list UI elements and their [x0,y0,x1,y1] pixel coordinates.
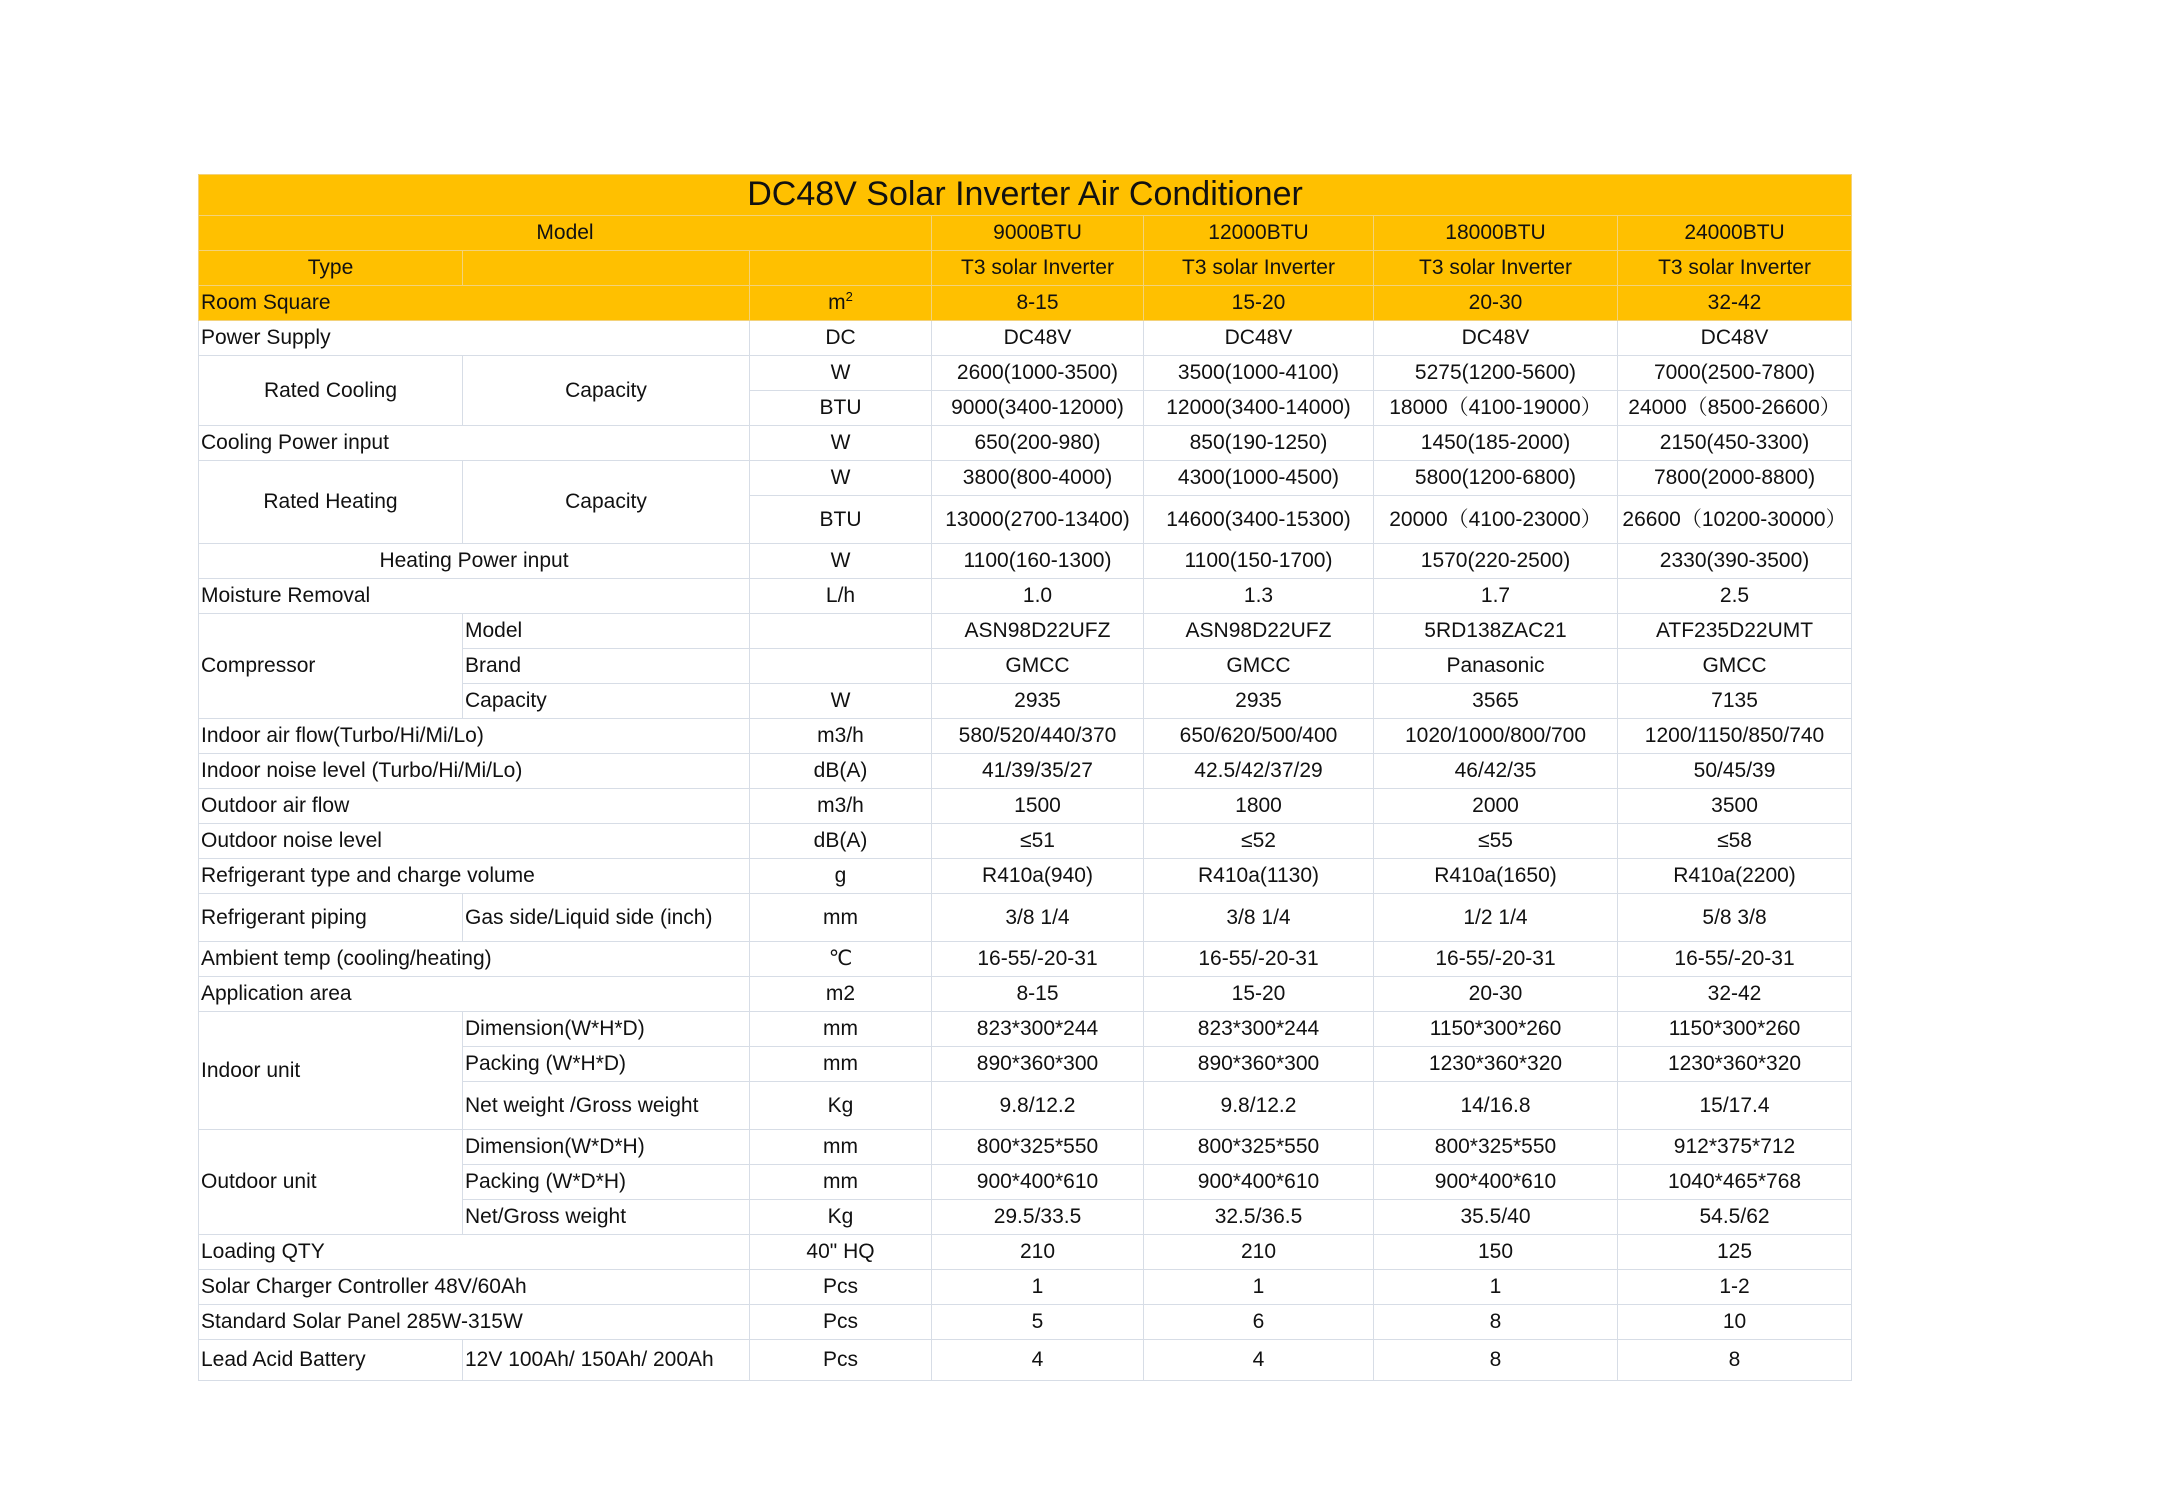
value-cell: 2600(1000-3500) [932,356,1144,391]
type-cell: T3 solar Inverter [1144,251,1374,286]
rated-heating-w-row [199,461,1852,496]
title-row [199,175,1852,216]
type-cell: T3 solar Inverter [1618,251,1852,286]
model-label: Model [199,216,932,251]
row-label: Compressor [199,614,463,719]
value-cell: 16-55/-20-31 [1374,942,1618,977]
value-cell: 1100(160-1300) [932,544,1144,579]
row-label: Standard Solar Panel 285W-315W [199,1305,750,1340]
value-cell: 5275(1200-5600) [1374,356,1618,391]
loading-row [199,1235,1852,1270]
piping-row [199,894,1852,942]
value-cell: 9.8/12.2 [1144,1082,1374,1130]
value-cell: GMCC [1618,649,1852,684]
value-cell: 1020/1000/800/700 [1374,719,1618,754]
value-cell: R410a(1130) [1144,859,1374,894]
value-cell: 2330(390-3500) [1618,544,1852,579]
value-cell: 13000(2700-13400) [932,496,1144,544]
value-cell: 150 [1374,1235,1618,1270]
value-cell: 5800(1200-6800) [1374,461,1618,496]
value-cell: 2000 [1374,789,1618,824]
unit-cell: W [750,461,932,496]
unit-cell: mm [750,1012,932,1047]
value-cell: 1 [1144,1270,1374,1305]
value-cell: 1570(220-2500) [1374,544,1618,579]
unit-cell: ℃ [750,942,932,977]
value-cell: 1 [932,1270,1144,1305]
unit-cell: Kg [750,1200,932,1235]
row-label: Outdoor unit [199,1130,463,1235]
row-sublabel: Packing (W*H*D) [463,1047,750,1082]
row-label: Power Supply [199,321,750,356]
value-cell: 823*300*244 [1144,1012,1374,1047]
panel-row [199,1305,1852,1340]
unit-cell: DC [750,321,932,356]
ambient-row [199,942,1852,977]
rated-cooling-w-row [199,356,1852,391]
value-cell: 32.5/36.5 [1144,1200,1374,1235]
row-label: Outdoor air flow [199,789,750,824]
value-cell: 890*360*300 [932,1047,1144,1082]
charger-row [199,1270,1852,1305]
power-supply-row [199,321,1852,356]
refrigerant-row [199,859,1852,894]
value-cell: 650(200-980) [932,426,1144,461]
heating-power-row [199,544,1852,579]
room-cell: 15-20 [1144,286,1374,321]
value-cell: 125 [1618,1235,1852,1270]
value-cell: 16-55/-20-31 [1144,942,1374,977]
value-cell: 1/2 1/4 [1374,894,1618,942]
value-cell: 8-15 [932,977,1144,1012]
value-cell: 4 [932,1340,1144,1381]
value-cell: 1230*360*320 [1618,1047,1852,1082]
value-cell: ≤55 [1374,824,1618,859]
unit-cell: dB(A) [750,824,932,859]
value-cell: DC48V [1144,321,1374,356]
cooling-power-row [199,426,1852,461]
unit-cell: m2 [750,977,932,1012]
model-cell: 18000BTU [1374,216,1618,251]
room-cell: 8-15 [932,286,1144,321]
value-cell: 2150(450-3300) [1618,426,1852,461]
value-cell: 800*325*550 [932,1130,1144,1165]
value-cell: 16-55/-20-31 [932,942,1144,977]
sheet-title: DC48V Solar Inverter Air Conditioner [199,175,1852,216]
indoor-noise-row [199,754,1852,789]
outdoor-dimension-row [199,1130,1852,1165]
value-cell: 4 [1144,1340,1374,1381]
value-cell: 2.5 [1618,579,1852,614]
value-cell: 3/8 1/4 [1144,894,1374,942]
value-cell: GMCC [932,649,1144,684]
value-cell: 41/39/35/27 [932,754,1144,789]
room-unit [750,286,932,321]
value-cell: 2935 [932,684,1144,719]
type-row [199,251,1852,286]
unit-cell: mm [750,894,932,942]
value-cell: 210 [1144,1235,1374,1270]
value-cell: 15/17.4 [1618,1082,1852,1130]
row-label: Cooling Power input [199,426,750,461]
row-label: Rated Heating [199,461,463,544]
unit-cell: g [750,859,932,894]
value-cell: DC48V [1618,321,1852,356]
unit-cell: W [750,426,932,461]
value-cell: 1 [1374,1270,1618,1305]
value-cell: DC48V [1374,321,1618,356]
row-sublabel: Packing (W*D*H) [463,1165,750,1200]
type-label: Type [199,251,463,286]
value-cell: 9000(3400-12000) [932,391,1144,426]
value-cell: 9.8/12.2 [932,1082,1144,1130]
value-cell: 900*400*610 [932,1165,1144,1200]
empty-cell [750,251,932,286]
value-cell: 14/16.8 [1374,1082,1618,1130]
value-cell: 10 [1618,1305,1852,1340]
room-cell: 32-42 [1618,286,1852,321]
value-cell: 8 [1618,1340,1852,1381]
value-cell: 1150*300*260 [1618,1012,1852,1047]
value-cell: 46/42/35 [1374,754,1618,789]
value-cell: 1150*300*260 [1374,1012,1618,1047]
unit-cell: dB(A) [750,754,932,789]
row-sublabel: Model [463,614,750,649]
indoor-dimension-row [199,1012,1852,1047]
value-cell: 1450(185-2000) [1374,426,1618,461]
unit-cell: Pcs [750,1305,932,1340]
value-cell: 20000（4100-23000） [1374,496,1618,544]
value-cell: 16-55/-20-31 [1618,942,1852,977]
row-label: Outdoor noise level [199,824,750,859]
value-cell: 1.0 [932,579,1144,614]
unit-cell: BTU [750,496,932,544]
value-cell: 12000(3400-14000) [1144,391,1374,426]
unit-cell: m3/h [750,719,932,754]
empty-cell [750,649,932,684]
value-cell: 800*325*550 [1374,1130,1618,1165]
value-cell: 15-20 [1144,977,1374,1012]
value-cell: 1800 [1144,789,1374,824]
model-cell: 12000BTU [1144,216,1374,251]
unit-cell: Pcs [750,1340,932,1381]
row-sublabel: Dimension(W*D*H) [463,1130,750,1165]
unit-cell: BTU [750,391,932,426]
spec-table [198,174,1852,1381]
value-cell: 42.5/42/37/29 [1144,754,1374,789]
row-sublabel: Brand [463,649,750,684]
value-cell: 18000（4100-19000） [1374,391,1618,426]
unit-cell: mm [750,1047,932,1082]
value-cell: 3500 [1618,789,1852,824]
row-label: Rated Cooling [199,356,463,426]
unit-cell: m3/h [750,789,932,824]
compressor-model-row [199,614,1852,649]
value-cell: 850(190-1250) [1144,426,1374,461]
value-cell: 823*300*244 [932,1012,1144,1047]
value-cell: 6 [1144,1305,1374,1340]
row-sublabel: Net/Gross weight [463,1200,750,1235]
value-cell: R410a(1650) [1374,859,1618,894]
value-cell: 912*375*712 [1618,1130,1852,1165]
type-cell: T3 solar Inverter [1374,251,1618,286]
value-cell: ≤51 [932,824,1144,859]
value-cell: 7135 [1618,684,1852,719]
value-cell: 32-42 [1618,977,1852,1012]
row-label: Loading QTY [199,1235,750,1270]
row-label: Application area [199,977,750,1012]
outdoor-airflow-row [199,789,1852,824]
value-cell: 50/45/39 [1618,754,1852,789]
value-cell: GMCC [1144,649,1374,684]
value-cell: 7800(2000-8800) [1618,461,1852,496]
room-label: Room Square [199,286,750,321]
row-sublabel: Net weight /Gross weight [463,1082,750,1130]
value-cell: 1200/1150/850/740 [1618,719,1852,754]
value-cell: 26600（10200-30000） [1618,496,1852,544]
value-cell: 1230*360*320 [1374,1047,1618,1082]
indoor-airflow-row [199,719,1852,754]
outdoor-noise-row [199,824,1852,859]
value-cell: Panasonic [1374,649,1618,684]
spec-sheet [198,174,1851,1381]
value-cell: 5 [932,1305,1144,1340]
value-cell: 1.7 [1374,579,1618,614]
row-label: Lead Acid Battery [199,1340,463,1381]
value-cell: 580/520/440/370 [932,719,1144,754]
value-cell: 890*360*300 [1144,1047,1374,1082]
value-cell: ATF235D22UMT [1618,614,1852,649]
unit-cell: mm [750,1130,932,1165]
row-sublabel: Capacity [463,461,750,544]
unit-cell: Pcs [750,1270,932,1305]
value-cell: 3/8 1/4 [932,894,1144,942]
unit-cell: W [750,356,932,391]
row-label: Refrigerant piping [199,894,463,942]
unit-cell: Kg [750,1082,932,1130]
battery-row [199,1340,1852,1381]
unit-cell: 40" HQ [750,1235,932,1270]
value-cell: 1-2 [1618,1270,1852,1305]
row-label: Moisture Removal [199,579,750,614]
type-cell: T3 solar Inverter [932,251,1144,286]
value-cell: 2935 [1144,684,1374,719]
value-cell: 800*325*550 [1144,1130,1374,1165]
model-cell: 24000BTU [1618,216,1852,251]
value-cell: 900*400*610 [1144,1165,1374,1200]
value-cell: 5RD138ZAC21 [1374,614,1618,649]
row-sublabel: 12V 100Ah/ 150Ah/ 200Ah [463,1340,750,1381]
row-label: Solar Charger Controller 48V/60Ah [199,1270,750,1305]
unit-cell: W [750,544,932,579]
room-cell: 20-30 [1374,286,1618,321]
row-label: Indoor air flow(Turbo/Hi/Mi/Lo) [199,719,750,754]
model-cell: 9000BTU [932,216,1144,251]
row-label: Indoor unit [199,1012,463,1130]
value-cell: 54.5/62 [1618,1200,1852,1235]
value-cell: ≤52 [1144,824,1374,859]
row-label: Indoor noise level (Turbo/Hi/Mi/Lo) [199,754,750,789]
value-cell: 3800(800-4000) [932,461,1144,496]
value-cell: 29.5/33.5 [932,1200,1144,1235]
value-cell: 8 [1374,1305,1618,1340]
room-unit-base: m [828,291,846,315]
row-label: Refrigerant type and charge volume [199,859,750,894]
empty-cell [463,251,750,286]
value-cell: 900*400*610 [1374,1165,1618,1200]
value-cell: ASN98D22UFZ [932,614,1144,649]
value-cell: 24000（8500-26600） [1618,391,1852,426]
value-cell: ASN98D22UFZ [1144,614,1374,649]
value-cell: 1040*465*768 [1618,1165,1852,1200]
model-row [199,216,1852,251]
value-cell: 650/620/500/400 [1144,719,1374,754]
empty-cell [750,614,932,649]
row-sublabel: Capacity [463,684,750,719]
row-label: Heating Power input [199,544,750,579]
value-cell: 20-30 [1374,977,1618,1012]
application-row [199,977,1852,1012]
unit-cell: mm [750,1165,932,1200]
value-cell: 1100(150-1700) [1144,544,1374,579]
value-cell: 1.3 [1144,579,1374,614]
value-cell: 210 [932,1235,1144,1270]
value-cell: 7000(2500-7800) [1618,356,1852,391]
value-cell: DC48V [932,321,1144,356]
row-sublabel: Capacity [463,356,750,426]
value-cell: 5/8 3/8 [1618,894,1852,942]
value-cell: 8 [1374,1340,1618,1381]
value-cell: 4300(1000-4500) [1144,461,1374,496]
value-cell: 35.5/40 [1374,1200,1618,1235]
row-sublabel: Gas side/Liquid side (inch) [463,894,750,942]
unit-cell: L/h [750,579,932,614]
value-cell: 14600(3400-15300) [1144,496,1374,544]
moisture-row [199,579,1852,614]
row-sublabel: Dimension(W*H*D) [463,1012,750,1047]
value-cell: R410a(2200) [1618,859,1852,894]
value-cell: 3500(1000-4100) [1144,356,1374,391]
row-label: Ambient temp (cooling/heating) [199,942,750,977]
value-cell: R410a(940) [932,859,1144,894]
room-unit-sup: 2 [845,289,853,305]
unit-cell: W [750,684,932,719]
room-row [199,286,1852,321]
value-cell: 1500 [932,789,1144,824]
value-cell: 3565 [1374,684,1618,719]
value-cell: ≤58 [1618,824,1852,859]
